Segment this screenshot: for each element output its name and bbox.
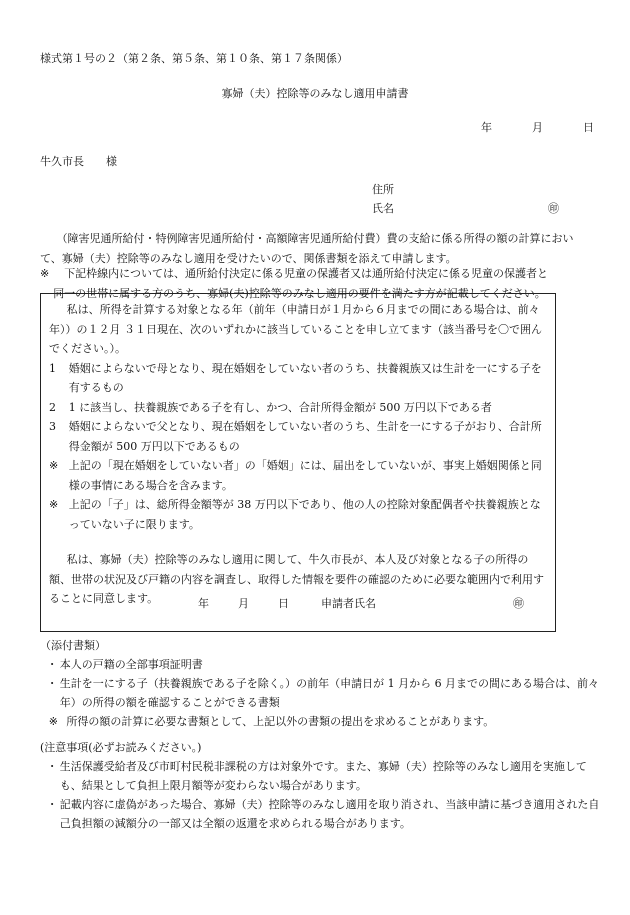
date-row: [481, 122, 594, 133]
bullet-mark: ・: [46, 798, 58, 811]
document-title: 寡婦（夫）控除等のみなし適用申請書: [221, 87, 409, 100]
condition-text: 1 に該当し、扶養親族である子を有し、かつ、合計所得金額が 500 万円以下である者: [68, 400, 492, 414]
condition-number[interactable]: 2: [49, 400, 56, 414]
condition-item[interactable]: [49, 417, 547, 456]
condition-text: 婚姻によらないで父となり、現在婚姻をしていない者のうち、生計を一にする子がおり、合計所得金額が 500 万円以下であるもの: [68, 420, 542, 453]
address-label: 住所: [372, 183, 394, 196]
name-label: 氏名: [372, 202, 394, 215]
attachments-section: [40, 636, 600, 731]
attachment-item: [40, 655, 600, 674]
sign-year-label: 年: [198, 597, 209, 610]
condition-note: [49, 456, 547, 495]
caution-heading: (注意事項(必ずお読みください。): [40, 741, 202, 754]
condition-item[interactable]: [49, 359, 547, 398]
sign-day-label: 日: [278, 597, 289, 610]
caution-text: 生活保護受給者及び市町村民税非課税の方は対象外です。また、寡婦（夫）控除等のみなし適用を実施しても、結果として負担上限月額等が変わらない場合があります。: [59, 760, 587, 792]
condition-note-text: 上記の「子」は、総所得金額等が 38 万円以下であり、他の人の控除対象配偶者や扶養親族となっていない子に限ります。: [68, 498, 541, 531]
date-month-label: 月: [532, 121, 543, 134]
caution-item: [40, 795, 600, 833]
applicant-seal-mark: ㊞: [513, 597, 524, 610]
condition-note: [49, 495, 547, 534]
bullet-mark: ・: [46, 677, 58, 690]
caution-section: [40, 738, 600, 833]
note-mark: ※: [40, 267, 50, 280]
caution-item: [40, 757, 600, 795]
note-line-1: 下記枠線内については、通所給付決定に係る児童の保護者又は通所給付決定に係る児童の保護者と: [64, 267, 548, 280]
attachments-heading: （添付書類）: [40, 639, 106, 652]
attachment-text: 生計を一にする子（扶養親族である子を除く。）の前年（申請日が 1 月から 6 月までの間にある場合は、前々年）の所得の額を確認することができる書類: [59, 677, 600, 709]
seal-mark: ㊞: [548, 202, 559, 215]
date-day-label: 日: [583, 121, 594, 134]
sign-month-label: 月: [238, 597, 249, 610]
note-mark: ※: [48, 715, 59, 728]
attachment-text: 本人の戸籍の全部事項証明書: [59, 658, 203, 671]
attachment-note: [40, 712, 600, 731]
addressee: 牛久市長 様: [40, 155, 117, 168]
bullet-mark: ・: [46, 658, 58, 671]
form-number: 様式第１号の２（第２条、第５条、第１０条、第１７条関係）: [40, 52, 348, 65]
caution-text: 記載内容に虚偽があった場合、寡婦（夫）控除等のみなし適用を取り消され、当該申請に基づき適用された自己負担額の減額分の一部又は全額の返還を求められる場合があります。: [59, 798, 600, 830]
applicant-name-label: 申請者氏名: [321, 597, 376, 610]
note-mark: ※: [49, 459, 59, 472]
note-line-2: 同一の世帯に属する方のうち、寡婦(夫)控除等のみなし適用の要件を満たす方が記載してください。: [53, 287, 546, 300]
attachment-note-text: 所得の額の計算に必要な書類として、上記以外の書類の提出を求めることがあります。: [66, 715, 495, 728]
declaration-text: 私は、所得を計算する対象となる年（前年（申請日が１月から６月までの間にある場合は、前々年））の１２月 ３１日現在、次のいずれかに該当していることを申し立てます（該当番号を〇で囲んでください。）。: [49, 303, 542, 355]
intro-paragraph: （障害児通所給付・特例障害児通所給付・高額障害児通所給付費）費の支給に係る所得の額の計算において、寡婦（夫）控除等のみなし適用を受けたいので、関係書類を添えて申請します。: [40, 232, 574, 265]
condition-note-text: 上記の「現在婚姻をしていない者」の「婚姻」には、届出をしていないが、事実上婚姻関係と同様の事情にある場合を含みます。: [68, 459, 542, 492]
note-mark: ※: [49, 498, 59, 511]
condition-number[interactable]: 1: [49, 361, 56, 375]
attachment-item: [40, 674, 600, 712]
date-year-label: 年: [481, 121, 492, 134]
consent-text: 私は、寡婦（夫）控除等のみなし適用に関して、牛久市長が、本人及び対象となる子の所得の額、世帯の状況及び戸籍の内容を調査し、取得した情報を要件の確認のために必要な範囲内で利用することに同意します。: [49, 553, 544, 605]
condition-item[interactable]: [49, 398, 547, 418]
condition-number[interactable]: 3: [49, 420, 56, 433]
declaration-box: [40, 293, 556, 632]
condition-text: 婚姻によらないで母となり、現在婚姻をしていない者のうち、扶養親族又は生計を一にする子を有するもの: [68, 361, 542, 394]
bullet-mark: ・: [46, 760, 58, 773]
